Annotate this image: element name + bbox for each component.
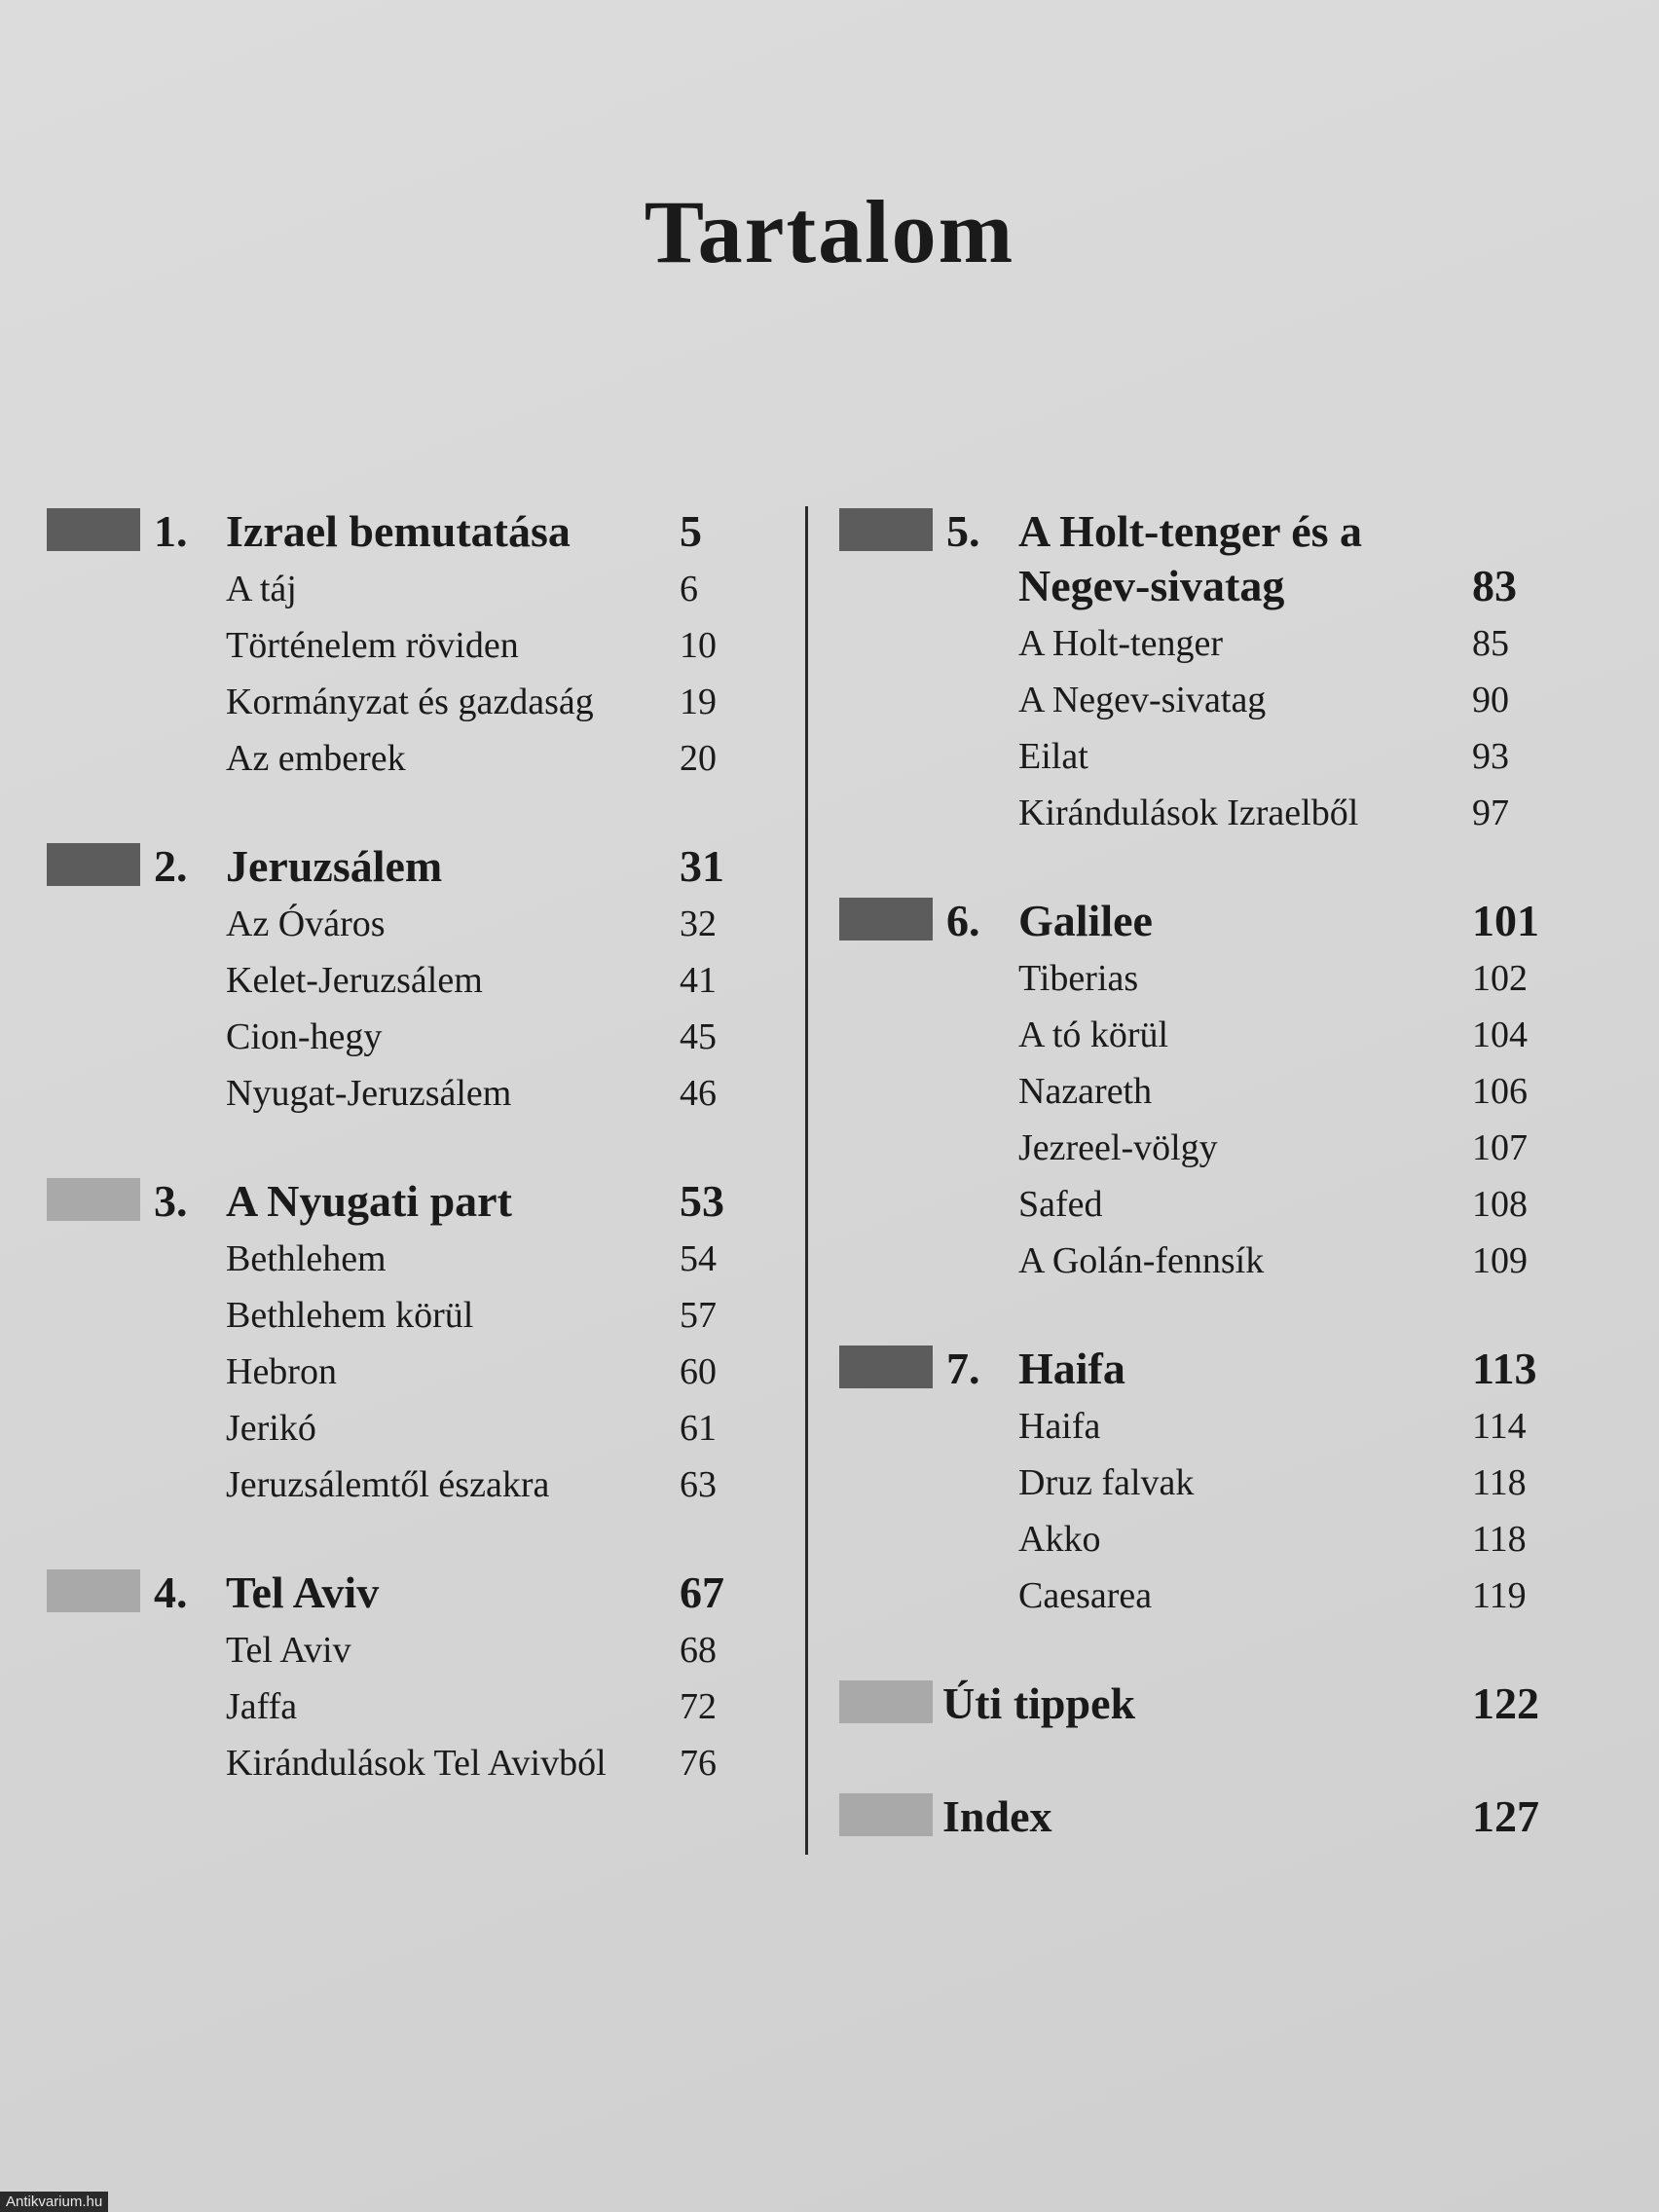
toc-section-1 [47, 504, 767, 787]
toc-entry[interactable] [226, 1009, 767, 1065]
section-title[interactable]: Index [942, 1791, 1052, 1841]
entry-label: Cion-hegy [226, 1016, 383, 1057]
toc-entry[interactable] [1018, 728, 1579, 785]
entry-label: Az emberek [226, 738, 406, 779]
section-color-swatch [47, 843, 140, 886]
page-title: Tartalom [644, 182, 1015, 281]
section-page: 127 [1472, 1791, 1539, 1841]
column-divider [805, 506, 808, 1855]
section-color-swatch [839, 1346, 933, 1388]
entry-label: Jaffa [226, 1686, 298, 1727]
entry-label: A Golán-fennsík [1018, 1240, 1265, 1281]
toc-entry[interactable] [226, 1735, 767, 1791]
section-title-line: A Holt-tenger és a [1018, 506, 1363, 556]
entry-page: 68 [680, 1630, 717, 1671]
toc-entry[interactable] [1018, 1176, 1579, 1233]
section-number: 5. [946, 506, 980, 556]
entry-page: 109 [1472, 1240, 1528, 1281]
section-title[interactable]: Haifa [1018, 1344, 1125, 1393]
toc-entry[interactable] [1018, 1398, 1579, 1455]
entry-page: 119 [1472, 1575, 1527, 1616]
toc-entry[interactable] [1018, 1063, 1579, 1120]
entry-page: 45 [680, 1016, 717, 1057]
entry-page: 60 [680, 1351, 717, 1392]
toc-section-5 [839, 504, 1579, 841]
entry-label: Druz falvak [1018, 1462, 1195, 1503]
toc-entry[interactable] [226, 561, 767, 617]
toc-entry[interactable] [1018, 1007, 1579, 1063]
toc-entry[interactable] [226, 1456, 767, 1513]
entry-label: Jezreel-völgy [1018, 1127, 1218, 1168]
entry-page: 102 [1472, 958, 1528, 999]
toc-entry[interactable] [226, 1678, 767, 1735]
toc-entry[interactable] [226, 896, 767, 952]
entry-page: 46 [680, 1073, 717, 1114]
toc-extra-travel-tips [839, 1677, 1579, 1731]
toc-entry[interactable] [226, 674, 767, 730]
toc-entry[interactable] [226, 1231, 767, 1287]
toc-entry[interactable] [1018, 1120, 1579, 1176]
entry-label: Tiberias [1018, 958, 1139, 999]
entry-label: Nyugat-Jeruzsálem [226, 1073, 512, 1114]
section-number: 3. [154, 1176, 188, 1226]
entry-label: Hebron [226, 1351, 337, 1392]
entry-page: 20 [680, 738, 717, 779]
toc-entry[interactable] [226, 1344, 767, 1400]
entry-page: 108 [1472, 1184, 1528, 1225]
section-number: 2. [154, 841, 188, 891]
entry-page: 19 [680, 682, 717, 722]
section-page: 67 [680, 1567, 724, 1617]
section-number: 6. [946, 896, 980, 945]
entry-label: A Holt-tenger [1018, 623, 1224, 664]
entry-label: Akko [1018, 1519, 1101, 1560]
entry-page: 72 [680, 1686, 717, 1727]
section-color-swatch [47, 1569, 140, 1612]
entry-page: 76 [680, 1743, 717, 1784]
toc-section-7 [839, 1342, 1579, 1624]
entry-page: 118 [1472, 1519, 1527, 1560]
toc-entry[interactable] [226, 730, 767, 787]
entry-label: Történelem röviden [226, 625, 519, 666]
entry-label: Tel Aviv [226, 1630, 351, 1671]
entry-label: Jeruzsálemtől északra [226, 1464, 550, 1505]
entry-page: 114 [1472, 1406, 1527, 1447]
section-page: 122 [1472, 1678, 1539, 1728]
section-color-swatch [47, 508, 140, 551]
toc-entry[interactable] [1018, 950, 1579, 1007]
section-title-line: Negev-sivatag [1018, 561, 1285, 610]
toc-entry[interactable] [226, 617, 767, 674]
entry-label: Bethlehem [226, 1238, 387, 1279]
section-page: 31 [680, 841, 724, 891]
toc-section-2 [47, 839, 767, 1122]
entry-page: 41 [680, 960, 717, 1001]
toc-entry[interactable] [1018, 785, 1579, 841]
entry-page: 104 [1472, 1014, 1528, 1055]
toc-entry[interactable] [226, 1065, 767, 1122]
entry-label: Kormányzat és gazdaság [226, 682, 594, 722]
toc-entry[interactable] [226, 1400, 767, 1456]
section-number: 1. [154, 506, 188, 556]
section-page: 5 [680, 506, 702, 556]
entry-label: Bethlehem körül [226, 1295, 474, 1336]
watermark-label: Antikvarium.hu [0, 2192, 108, 2212]
section-color-swatch [47, 1178, 140, 1221]
entry-page: 57 [680, 1295, 717, 1336]
entry-label: Kelet-Jeruzsálem [226, 960, 483, 1001]
entry-page: 32 [680, 903, 717, 944]
entry-label: Az Óváros [226, 903, 386, 944]
section-title[interactable]: Tel Aviv [226, 1567, 380, 1617]
toc-section-3 [47, 1174, 767, 1513]
entry-page: 97 [1472, 793, 1509, 833]
section-page: 113 [1472, 1344, 1537, 1393]
toc-section-4 [47, 1566, 767, 1791]
section-page: 53 [680, 1176, 724, 1226]
toc-entry[interactable] [1018, 672, 1579, 728]
toc-entry[interactable] [1018, 1567, 1579, 1624]
toc-extra-index [839, 1789, 1579, 1844]
section-page: 101 [1472, 896, 1539, 945]
toc-section-6 [839, 894, 1579, 1289]
entry-page: 107 [1472, 1127, 1528, 1168]
toc-entry[interactable] [1018, 1233, 1579, 1289]
entry-page: 6 [680, 569, 698, 609]
entry-page: 61 [680, 1408, 717, 1449]
section-title[interactable]: Úti tippek [942, 1678, 1136, 1728]
section-color-swatch [839, 898, 933, 940]
entry-label: A Negev-sivatag [1018, 680, 1267, 720]
entry-page: 118 [1472, 1462, 1527, 1503]
entry-label: Kirándulások Izraelből [1018, 793, 1359, 833]
toc-entry[interactable] [1018, 615, 1579, 672]
toc-entry[interactable] [1018, 1455, 1579, 1511]
toc-right-column [839, 504, 1579, 1897]
entry-label: A tó körül [1018, 1014, 1169, 1055]
entry-label: Nazareth [1018, 1071, 1153, 1112]
section-page: 83 [1472, 561, 1517, 610]
entry-label: Safed [1018, 1184, 1103, 1225]
section-number: 7. [946, 1344, 980, 1393]
entry-page: 85 [1472, 623, 1509, 664]
entry-label: Eilat [1018, 736, 1088, 777]
entry-page: 90 [1472, 680, 1509, 720]
toc-left-column [47, 504, 767, 1844]
section-number: 4. [154, 1567, 188, 1617]
toc-entry[interactable] [226, 1287, 767, 1344]
section-color-swatch [839, 508, 933, 551]
entry-page: 54 [680, 1238, 717, 1279]
toc-entry[interactable] [1018, 1511, 1579, 1567]
entry-label: Kirándulások Tel Avivból [226, 1743, 607, 1784]
section-title[interactable]: A Nyugati part [226, 1176, 512, 1226]
entry-page: 63 [680, 1464, 717, 1505]
entry-label: Caesarea [1018, 1575, 1153, 1616]
entry-page: 10 [680, 625, 717, 666]
entry-label: Jerikó [226, 1408, 316, 1449]
toc-entry[interactable] [226, 952, 767, 1009]
section-title[interactable]: Jeruzsálem [226, 841, 443, 891]
entry-label: Haifa [1018, 1406, 1101, 1447]
entry-label: A táj [226, 569, 297, 609]
entry-page: 106 [1472, 1071, 1528, 1112]
toc-entry[interactable] [226, 1622, 767, 1678]
section-color-swatch [839, 1680, 933, 1723]
section-title[interactable] [1018, 504, 1472, 613]
section-color-swatch [839, 1793, 933, 1836]
section-title[interactable]: Izrael bemutatása [226, 506, 571, 556]
entry-page: 93 [1472, 736, 1509, 777]
section-title[interactable]: Galilee [1018, 896, 1153, 945]
